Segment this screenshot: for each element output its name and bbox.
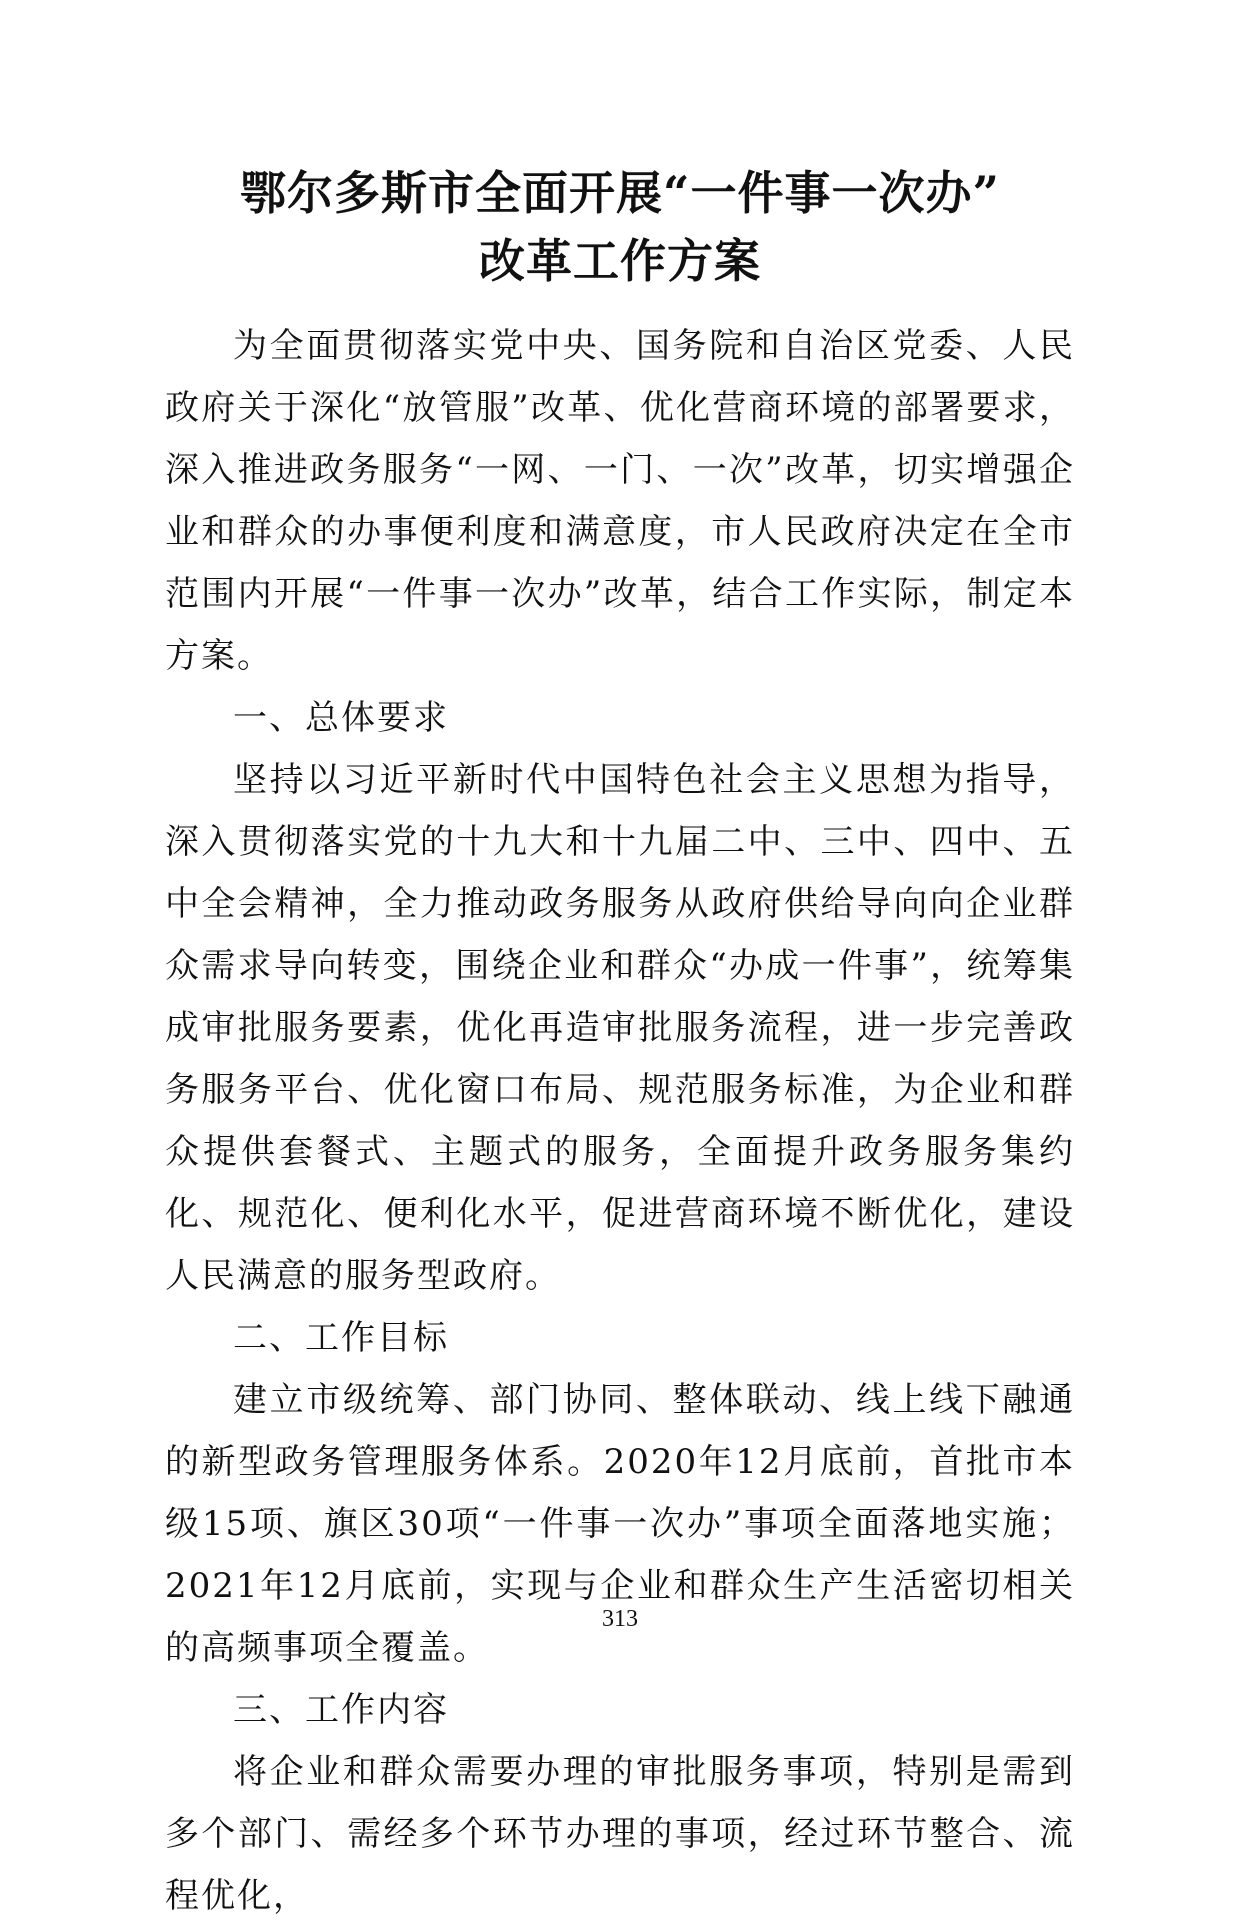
page-number: 313 [602, 1606, 638, 1632]
section-heading-work-content: 三、工作内容 [233, 1690, 449, 1730]
document-title-line-2: 改革工作方案 [479, 234, 761, 288]
document-body [165, 315, 1075, 1927]
section-heading-general-requirements: 一、总体要求 [233, 698, 449, 738]
section-body-general-requirements: 坚持以习近平新时代中国特色社会主义思想为指导，深入贯彻落实党的十九大和十九届二中、三中、四中、五中全会精神，全力推动政务服务从政府供给导向向企业群众需求导向转变，围绕企业和群众“办成一件事”，统筹集成审批服务要素，优化再造审批服务流程，进一步完善政务服务平台、优化窗口布局、规范服务标准，为企业和群众提供套餐式、主题式的服务，全面提升政务服务集约化、规范化、便利化水平，促进营商环境不断优化，建设人民满意的服务型政府。 [165, 760, 1075, 1296]
section-body-work-goals: 建立市级统筹、部门协同、整体联动、线上线下融通的新型政务管理服务体系。2020年12月底前，首批市本级15项、旗区30项“一件事一次办”事项全面落地实施；2021年12月底前，实现与企业和群众生产生活密切相关的高频事项全覆盖。 [165, 1380, 1075, 1668]
section-body-work-content: 将企业和群众需要办理的审批服务事项，特别是需到多个部门、需经多个环节办理的事项，经过环节整合、流程优化， [165, 1752, 1075, 1916]
document-title-line-1: 鄂尔多斯市全面开展“一件事一次办” [240, 166, 1000, 220]
section-heading-work-goals: 二、工作目标 [233, 1318, 449, 1358]
intro-paragraph: 为全面贯彻落实党中央、国务院和自治区党委、人民政府关于深化“放管服”改革、优化营商环境的部署要求，深入推进政务服务“一网、一门、一次”改革，切实增强企业和群众的办事便利度和满意度，市人民政府决定在全市范围内开展“一件事一次办”改革，结合工作实际，制定本方案。 [165, 326, 1075, 676]
